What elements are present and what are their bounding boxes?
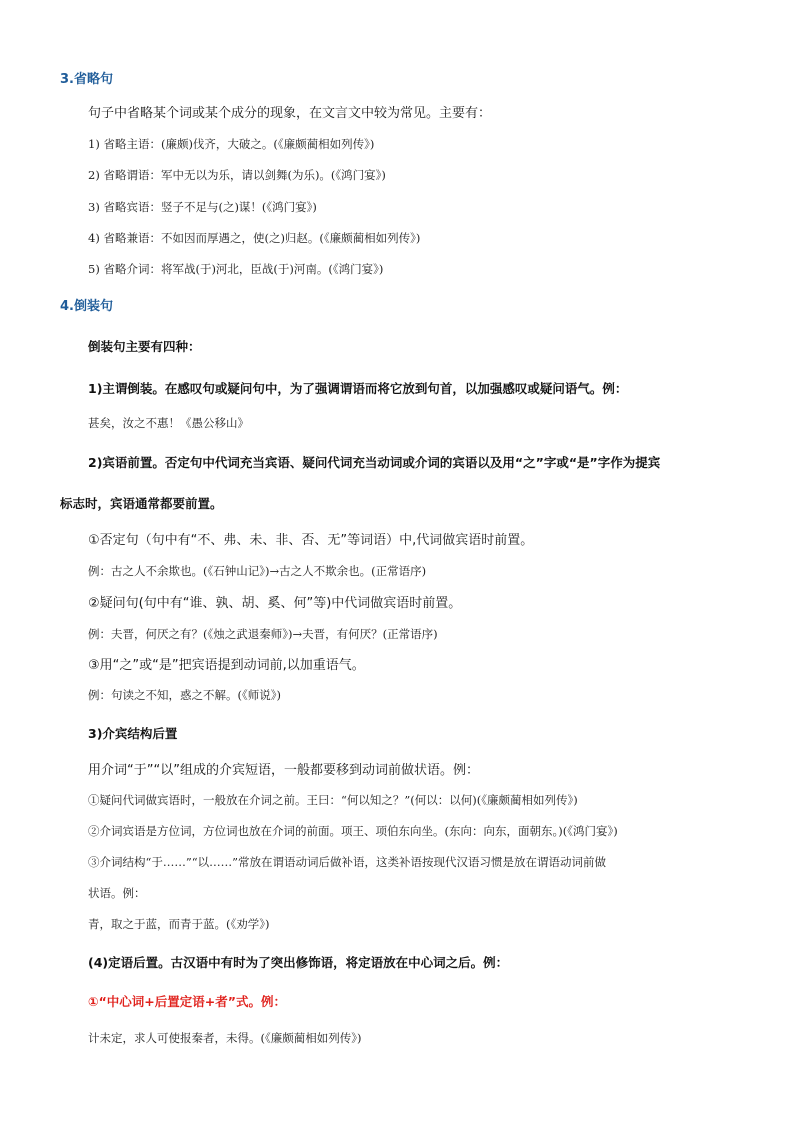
heading-omission: 3.省略句: [60, 72, 113, 87]
inversion-intro: 倒装句主要有四种：: [88, 339, 201, 354]
attributive-postposition-title: (4)定语后置。古汉语中有时为了突出修饰语，将定语放在中心词之后。例：: [88, 955, 509, 970]
zhi-shi-rule: ③用“之”或“是”把宾语提到动词前,以加重语气。: [88, 658, 365, 673]
subject-predicate-inversion-title: 1)主谓倒装。在感叹句或疑问句中，为了强调谓语而将它放到句首，以加强感叹或疑问语气。例：: [88, 381, 628, 396]
omission-item-1: 1) 省略主语：(廉颇)伐齐，大破之。(《廉颇蔺相如列传》): [88, 137, 375, 151]
prepositional-postposition-title: 3)介宾结构后置: [88, 726, 178, 741]
prepositional-rule-a: ①疑问代词做宾语时，一般放在介词之前。王曰：“何以知之？”(何以：以何)(《廉颇蔺相如列传》): [88, 793, 578, 807]
object-preposing-title-line1: 2)宾语前置。否定句中代词充当宾语、疑问代词充当动词或介词的宾语以及用“之”字或“是”字作为提宾: [88, 455, 661, 470]
zhi-shi-example: 例：句读之不知，惑之不解。(《师说》): [88, 688, 281, 702]
negative-sentence-example: 例：古之人不余欺也。(《石钟山记》)→古之人不欺余也。(正常语序): [88, 564, 427, 578]
interrogative-sentence-rule: ②疑问句(句中有“谁、孰、胡、奚、何”等)中代词做宾语时前置。: [88, 596, 462, 611]
negative-sentence-rule: ①否定句（句中有“不、弗、未、非、否、无”等词语）中,代词做宾语时前置。: [88, 533, 534, 548]
prepositional-rule-c-line1: ③介词结构“于……”“以……”常放在谓语动词后做补语，这类补语按现代汉语习惯是放在谓语动词前做: [88, 855, 607, 869]
omission-item-3: 3) 省略宾语：竖子不足与(之)谋！(《鸿门宴》): [88, 200, 317, 214]
omission-intro: 句子中省略某个词或某个成分的现象，在文言文中较为常见。主要有：: [88, 106, 492, 121]
attributive-example: 计未定，求人可使报秦者，未得。(《廉颇蔺相如列传》): [88, 1031, 362, 1045]
prepositional-rule-c-line2: 状语。例：: [88, 886, 146, 900]
attributive-pattern-highlight: ①“中心词+后置定语+者”式。例：: [88, 994, 286, 1009]
subject-predicate-example: 甚矣，汝之不惠！《愚公移山》: [88, 416, 249, 430]
object-preposing-title-line2: 标志时，宾语通常都要前置。: [60, 496, 223, 511]
omission-item-2: 2) 省略谓语：军中无以为乐，请以剑舞(为乐)。(《鸿门宴》): [88, 168, 386, 182]
interrogative-sentence-example: 例：夫晋，何厌之有？(《烛之武退秦师》)→夫晋，有何厌？(正常语序): [88, 627, 438, 641]
prepositional-example: 青，取之于蓝，而青于蓝。(《劝学》): [88, 917, 270, 931]
omission-item-5: 5) 省略介词：将军战(于)河北，臣战(于)河南。(《鸿门宴》): [88, 262, 384, 276]
omission-item-4: 4) 省略兼语：不如因而厚遇之，使(之)归赵。(《廉颇蔺相如列传》): [88, 231, 421, 245]
prepositional-rule-b: ②介词宾语是方位词，方位词也放在介词的前面。项王、项伯东向坐。(东向：向东，面朝东。)(《鸿门宴》): [88, 824, 618, 838]
prepositional-intro: 用介词“于”“以”组成的介宾短语，一般都要移到动词前做状语。例：: [88, 763, 479, 778]
heading-inversion: 4.倒装句: [60, 299, 113, 314]
